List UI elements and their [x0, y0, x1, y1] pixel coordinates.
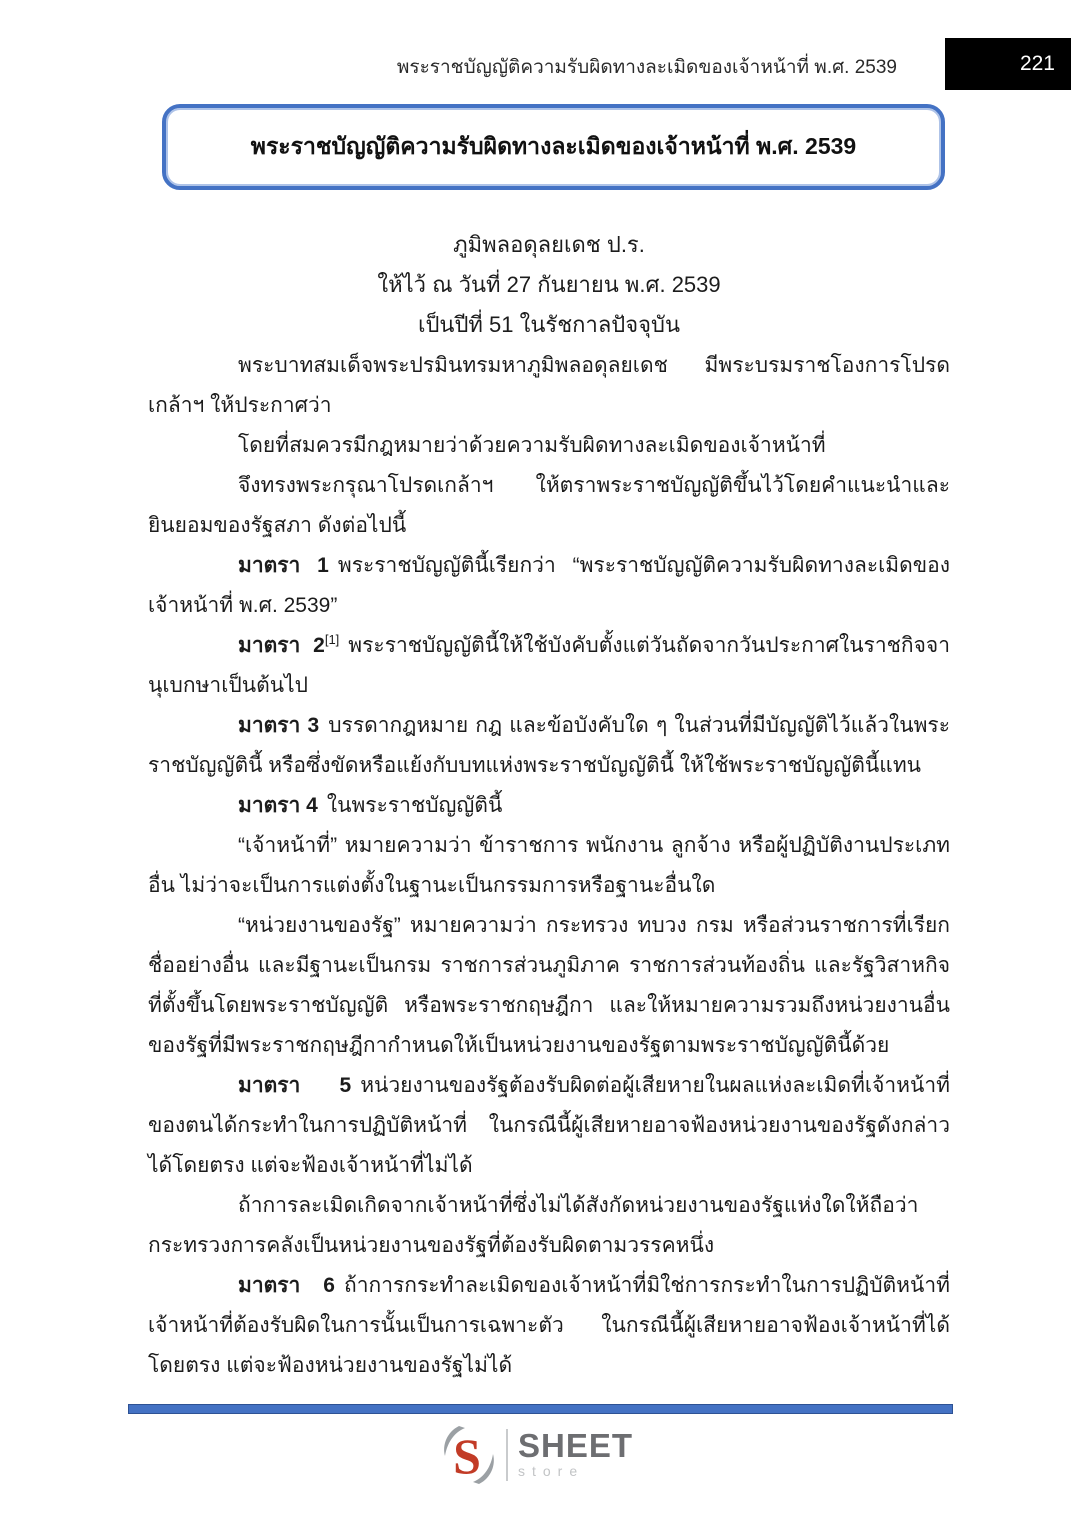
- preface-enactment: จึงทรงพระกรุณาโปรดเกล้าฯ ให้ตราพระราชบัญญัติขึ้นไว้โดยคำแนะนำและยินยอมของรัฐสภา ดังต่อไปนี้: [148, 474, 950, 537]
- royal-name-line: ภูมิพลอดุลยเดช ป.ร.: [453, 232, 645, 257]
- preface-reason: โดยที่สมควรมีกฎหมายว่าด้วยความรับผิดทางละเมิดของเจ้าหน้าที่: [238, 434, 826, 457]
- brand-text: [517, 1427, 634, 1480]
- page-number-box: [945, 38, 1071, 90]
- sheet-store-logo-icon: [442, 1424, 496, 1486]
- running-header-title: พระราชบัญญัติความรับผิดทางละเมิดของเจ้าหน้าที่ พ.ศ. 2539: [396, 57, 897, 78]
- section-6: มาตรา 6 ถ้าการกระทำละเมิดของเจ้าหน้าที่มิใช่การกระทำในการปฏิบัติหน้าที่ เจ้าหน้าที่ต้องรับผิดในการนั้นเป็นการเฉพาะตัว ในกรณีนี้ผู้เสียหายอาจฟ้องเจ้าหน้าที่ได้โดยตรง แต่จะฟ้องหน่วยงานของรัฐไม่ได้: [148, 1274, 950, 1377]
- logo-divider: [506, 1429, 508, 1481]
- definition-state-agency: “หน่วยงานของรัฐ” หมายความว่า กระทรวง ทบวง กรม หรือส่วนราชการที่เรียกชื่ออย่างอื่น และมีฐานะเป็นกรม ราชการส่วนภูมิภาค ราชการส่วนท้องถิ่น และรัฐวิสาหกิจที่ตั้งขึ้นโดยพระราชบัญญัติ หรือพระราชกฤษฎีกา และให้หมายความรวมถึงหน่วยงานอื่นของรัฐที่มีพระราชกฤษฎีกากำหนดให้เป็นหน่วยงานของรัฐตามพระราชบัญญัตินี้ด้วย: [148, 914, 950, 1057]
- page-number: 221: [1019, 52, 1055, 75]
- document-body: [148, 346, 950, 1386]
- section-4: มาตรา 4 ในพระราชบัญญัตินี้: [238, 794, 503, 817]
- footer-divider-bar: [128, 1404, 953, 1414]
- act-title-box: [162, 104, 945, 190]
- section-label: มาตรา 4: [238, 794, 318, 817]
- svg-text:S: S: [453, 1428, 481, 1484]
- brand-subtitle: store: [517, 1463, 585, 1479]
- brand-name: SHEET: [517, 1427, 634, 1464]
- given-date-line: ให้ไว้ ณ วันที่ 27 กันยายน พ.ศ. 2539: [377, 272, 721, 297]
- reign-year-line: เป็นปีที่ 51 ในรัชกาลปัจจุบัน: [417, 312, 681, 337]
- brand-logo: [0, 1424, 1075, 1486]
- section-label: มาตรา 6: [238, 1274, 335, 1297]
- preamble: [148, 225, 950, 345]
- act-title: พระราชบัญญัติความรับผิดทางละเมิดของเจ้าหน้าที่ พ.ศ. 2539: [250, 133, 857, 159]
- section-5: มาตรา 5 หน่วยงานของรัฐต้องรับผิดต่อผู้เสียหายในผลแห่งละเมิดที่เจ้าหน้าที่ของตนได้กระทำในการปฏิบัติหน้าที่ ในกรณีนี้ผู้เสียหายอาจฟ้องหน่วยงานของรัฐดังกล่าวได้โดยตรง แต่จะฟ้องเจ้าหน้าที่ไม่ได้: [148, 1074, 950, 1177]
- preface-royal-command: พระบาทสมเด็จพระปรมินทรมหาภูมิพลอดุลยเดช มีพระบรมราชโองการโปรดเกล้าฯ ให้ประกาศว่า: [148, 354, 950, 417]
- section-label: มาตรา 5: [238, 1074, 352, 1097]
- section-label: มาตรา 3: [238, 714, 320, 737]
- definition-official: “เจ้าหน้าที่” หมายความว่า ข้าราชการ พนักงาน ลูกจ้าง หรือผู้ปฏิบัติงานประเภทอื่น ไม่ว่าจะเป็นการแต่งตั้งในฐานะเป็นกรรมการหรือฐานะอื่นใด: [148, 834, 950, 897]
- section-1: มาตรา 1 พระราชบัญญัตินี้เรียกว่า “พระราชบัญญัติความรับผิดทางละเมิดของเจ้าหน้าที่ พ.ศ. 2539”: [148, 554, 950, 617]
- section-3: มาตรา 3 บรรดากฎหมาย กฎ และข้อบังคับใด ๆ ในส่วนที่มีบัญญัติไว้แล้วในพระราชบัญญัตินี้ หรือซึ่งขัดหรือแย้งกับบทแห่งพระราชบัญญัตินี้ ให้ใช้พระราชบัญญัตินี้แทน: [148, 714, 950, 777]
- section-label: มาตรา 1: [238, 554, 329, 577]
- section-2: มาตรา 2[1] พระราชบัญญัตินี้ให้ใช้บังคับตั้งแต่วันถัดจากวันประกาศในราชกิจจานุเบกษาเป็นต้นไป: [148, 632, 950, 697]
- section-label: มาตรา 2[1]: [238, 632, 340, 657]
- section-5-paragraph-2: ถ้าการละเมิดเกิดจากเจ้าหน้าที่ซึ่งไม่ได้สังกัดหน่วยงานของรัฐแห่งใดให้ถือว่ากระทรวงการคลังเป็นหน่วยงานของรัฐที่ต้องรับผิดตามวรรคหนึ่ง: [148, 1194, 919, 1257]
- footnote-ref: [1]: [324, 632, 340, 647]
